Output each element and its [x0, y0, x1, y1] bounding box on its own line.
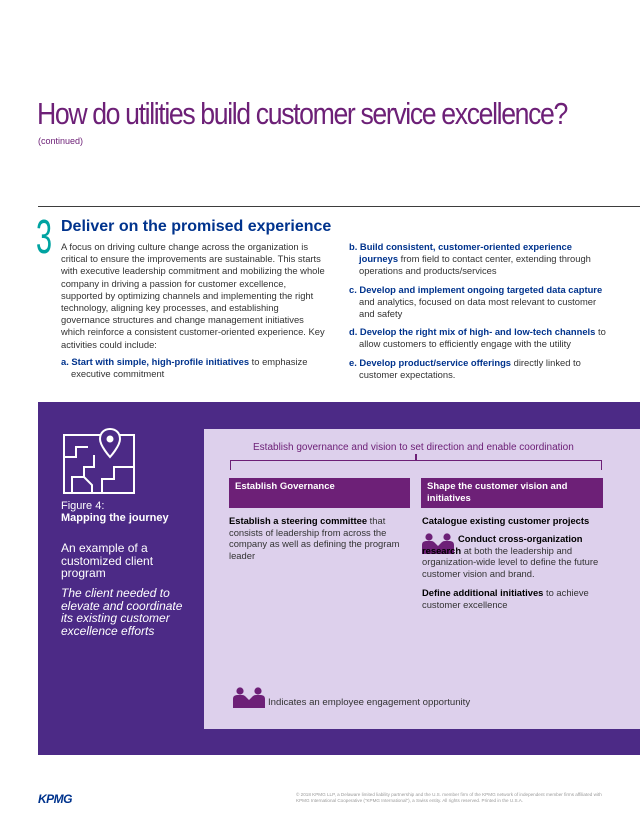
legend-text: Indicates an employee engagement opportunity [268, 697, 471, 708]
activity-item-b [349, 241, 609, 278]
activity-c-strong: c. Develop and implement ongoing targeted data capture [349, 284, 603, 295]
footer-legal-text: © 2018 KPMG LLP, a Delaware limited liability partnership and the U.S. member firm of the KPMG network of independent member firms affiliated with KPMG International Cooperative (“KPMG International”), a Swiss entity. All rights reserved. Printed in the U.S.A. [296, 792, 602, 803]
figure-label: Figure 4: [61, 500, 105, 512]
vision-item-catalogue-strong: Catalogue existing customer projects [422, 515, 590, 526]
activity-a-strong: a. Start with simple, high-profile initiatives [61, 356, 250, 367]
figure-title: Mapping the journey [61, 512, 169, 524]
figure-description-italic: The client needed to elevate and coordinate its existing customer excellence efforts [61, 586, 183, 638]
vision-item-define-strong: Define additional initiatives [422, 587, 544, 598]
column-header-vision: Shape the customer vision and initiatives [421, 478, 603, 508]
activity-a-rest: to emphasize executive commitment [71, 356, 308, 380]
figure-description: An example of a customized client program [61, 541, 154, 580]
activity-b-rest: from field to contact center, extending through operations and products/services [359, 253, 591, 277]
governance-item-strong: Establish a steering committee [229, 515, 368, 526]
activity-e-strong: e. Develop product/service offerings [349, 357, 512, 368]
governance-item [229, 515, 407, 562]
activity-d-rest: to allow customers to efficiently engage with the utility [359, 326, 606, 350]
governance-item-rest: that consists of leadership from across the company as well as defining the program leader [229, 515, 400, 562]
vision-item-catalogue [422, 515, 602, 527]
vision-item-research-strong: Conduct cross-organization research [422, 533, 583, 556]
activity-e-rest: directly linked to customer expectations. [359, 357, 581, 381]
divider [38, 206, 640, 207]
activity-c-rest: and analytics, focused on data most relevant to customer and safety [359, 296, 597, 320]
section-heading: Deliver on the promised experience [61, 218, 332, 235]
activity-item-e [349, 357, 611, 381]
column-header-governance: Establish Governance [229, 478, 410, 508]
vision-item-define [422, 587, 602, 610]
activity-d-strong: d. Develop the right mix of high- and low-tech channels [349, 326, 596, 337]
vision-item-research-rest: at both the leadership and organization-wide level to define the future customer vision and brand. [422, 544, 599, 580]
page-subtitle: (continued) [38, 136, 84, 146]
intro-paragraph: A focus on driving culture change across the organization is critical to ensure the improvements are sustainable. This starts with executive leadership commitment and mobilizing the whole company in driving a passion for customer excellence, supported by optimizing channels and implementing the right technology, aligning key processes, and establishing governance structures and change management initiatives which reinforce a consistent customer-oriented experience. Key activities could include: [61, 241, 325, 350]
activity-item-c [349, 284, 609, 321]
bracket-tick [415, 454, 417, 461]
kpmg-logo: KPMG [38, 792, 72, 806]
page-title: How do utilities build customer service excellence? [37, 96, 567, 131]
activity-b-strong: b. Build consistent, customer-oriented experience journeys [349, 241, 572, 265]
governance-caption: Establish governance and vision to set direction and enable coordination [253, 442, 574, 453]
vision-item-define-rest: to achieve customer excellence [422, 587, 589, 610]
vision-item-research [422, 533, 602, 580]
legend-engagement-icon [233, 687, 265, 708]
governance-bracket [230, 460, 602, 470]
section-number: 3 [36, 211, 53, 264]
map-pin-icon [62, 427, 136, 495]
activity-item-a [61, 356, 336, 380]
activity-item-d [349, 326, 611, 350]
